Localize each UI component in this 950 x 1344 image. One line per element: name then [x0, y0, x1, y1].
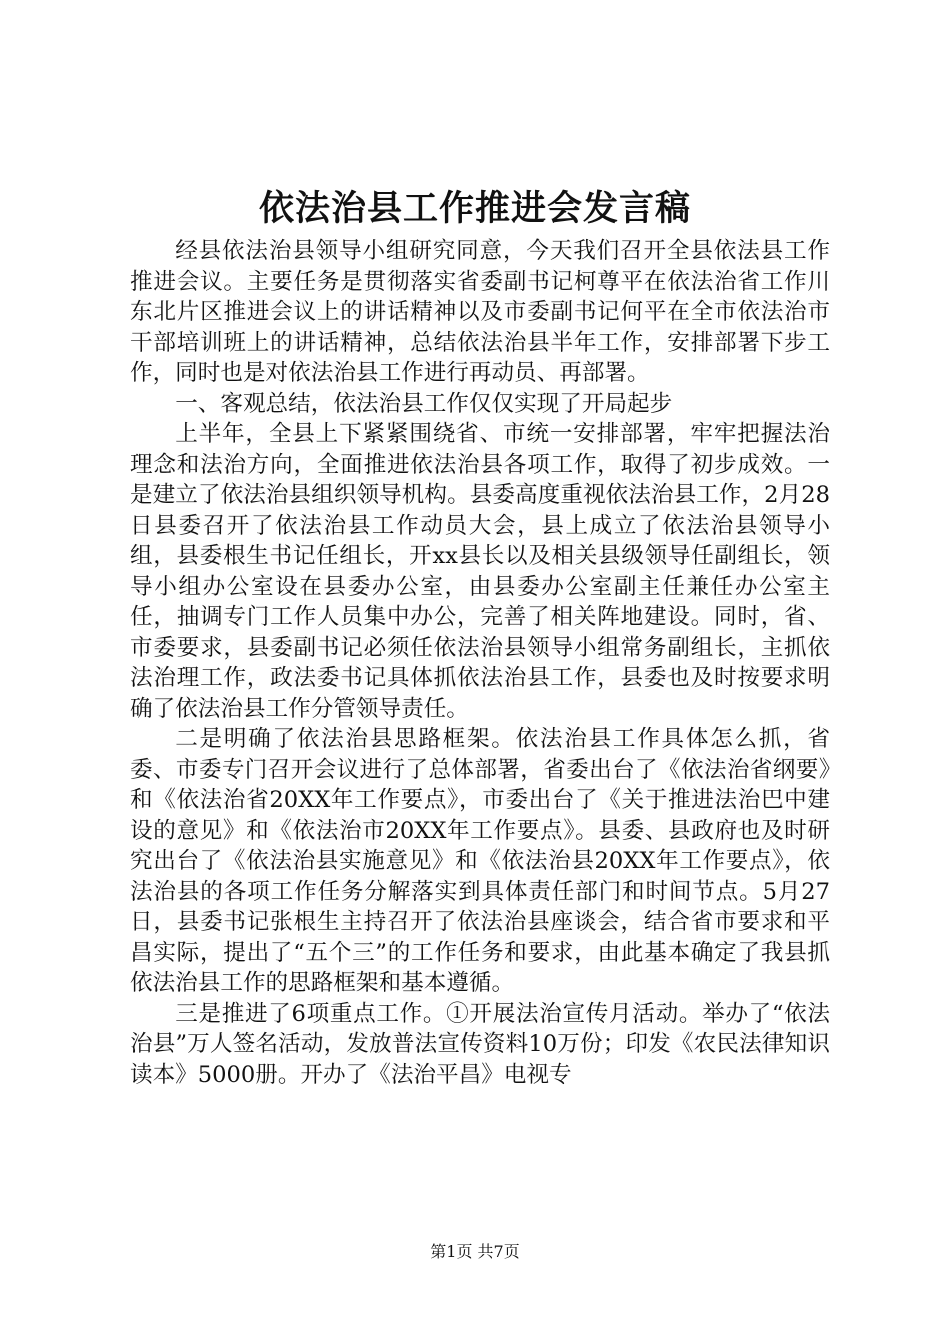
paragraph-framework: 二是明确了依法治县思路框架。依法治县工作具体怎么抓，省委、市委专门召开会议进行了总体部署，省委出台了《依法治省纲要》和《依法治省20XX年工作要点》，市委出台了《关于推进法治巴中建设的意见》和《依法治市20XX年工作要点》。县委、县政府也及时研究出台了《依法治县实施意见》和《依法治县20XX年工作要点》，依法治县的各项工作任务分解落实到具体责任部门和时间节点。5月27日，县委书记张根生主持召开了依法治县座谈会，结合省市要求和平昌实际，提出了“五个三”的工作任务和要求，由此基本确定了我县抓依法治县工作的思路框架和基本遵循。: [130, 726, 830, 996]
paragraph-first-half-summary: 上半年，全县上下紧紧围绕省、市统一安排部署，牢牢把握法治理念和法治方向，全面推进依法治县各项工作，取得了初步成效。一是建立了依法治县组织领导机构。县委高度重视依法治县工作，2月28日县委召开了依法治县工作动员大会，县上成立了依法治县领导小组，县委根生书记任组长，开xx县长以及相关县级领导任副组长，领导小组办公室设在县委办公室，由县委办公室副主任兼任办公室主任，抽调专门工作人员集中办公，完善了相关阵地建设。同时，省、市委要求，县委副书记必须任依法治县领导小组常务副组长，主抓依法治理工作，政法委书记具体抓依法治县工作，县委也及时按要求明确了依法治县工作分管领导责任。: [130, 421, 830, 722]
paragraph-intro: 经县依法治县领导小组研究同意，今天我们召开全县依法县工作推进会议。主要任务是贯彻落实省委副书记柯尊平在依法治省工作川东北片区推进会议上的讲话精神以及市委副书记何平在全市依法治市干部培训班上的讲话精神，总结依法治县半年工作，安排部署下步工作，同时也是对依法治县工作进行再动员、再部署。: [130, 238, 830, 386]
document-body: [130, 236, 830, 1090]
page-number-footer: 第1页 共7页: [430, 1242, 520, 1261]
document-title: 依法治县工作推进会发言稿: [258, 188, 691, 229]
paragraph-key-tasks: 三是推进了6项重点工作。①开展法治宣传月活动。举办了“依法治县”万人签名活动，发放普法宣传资料10万份；印发《农民法律知识读本》5000册。开办了《法治平昌》电视专: [130, 1000, 830, 1088]
section-heading-1: 一、客观总结，依法治县工作仅仅实现了开局起步: [175, 390, 673, 417]
